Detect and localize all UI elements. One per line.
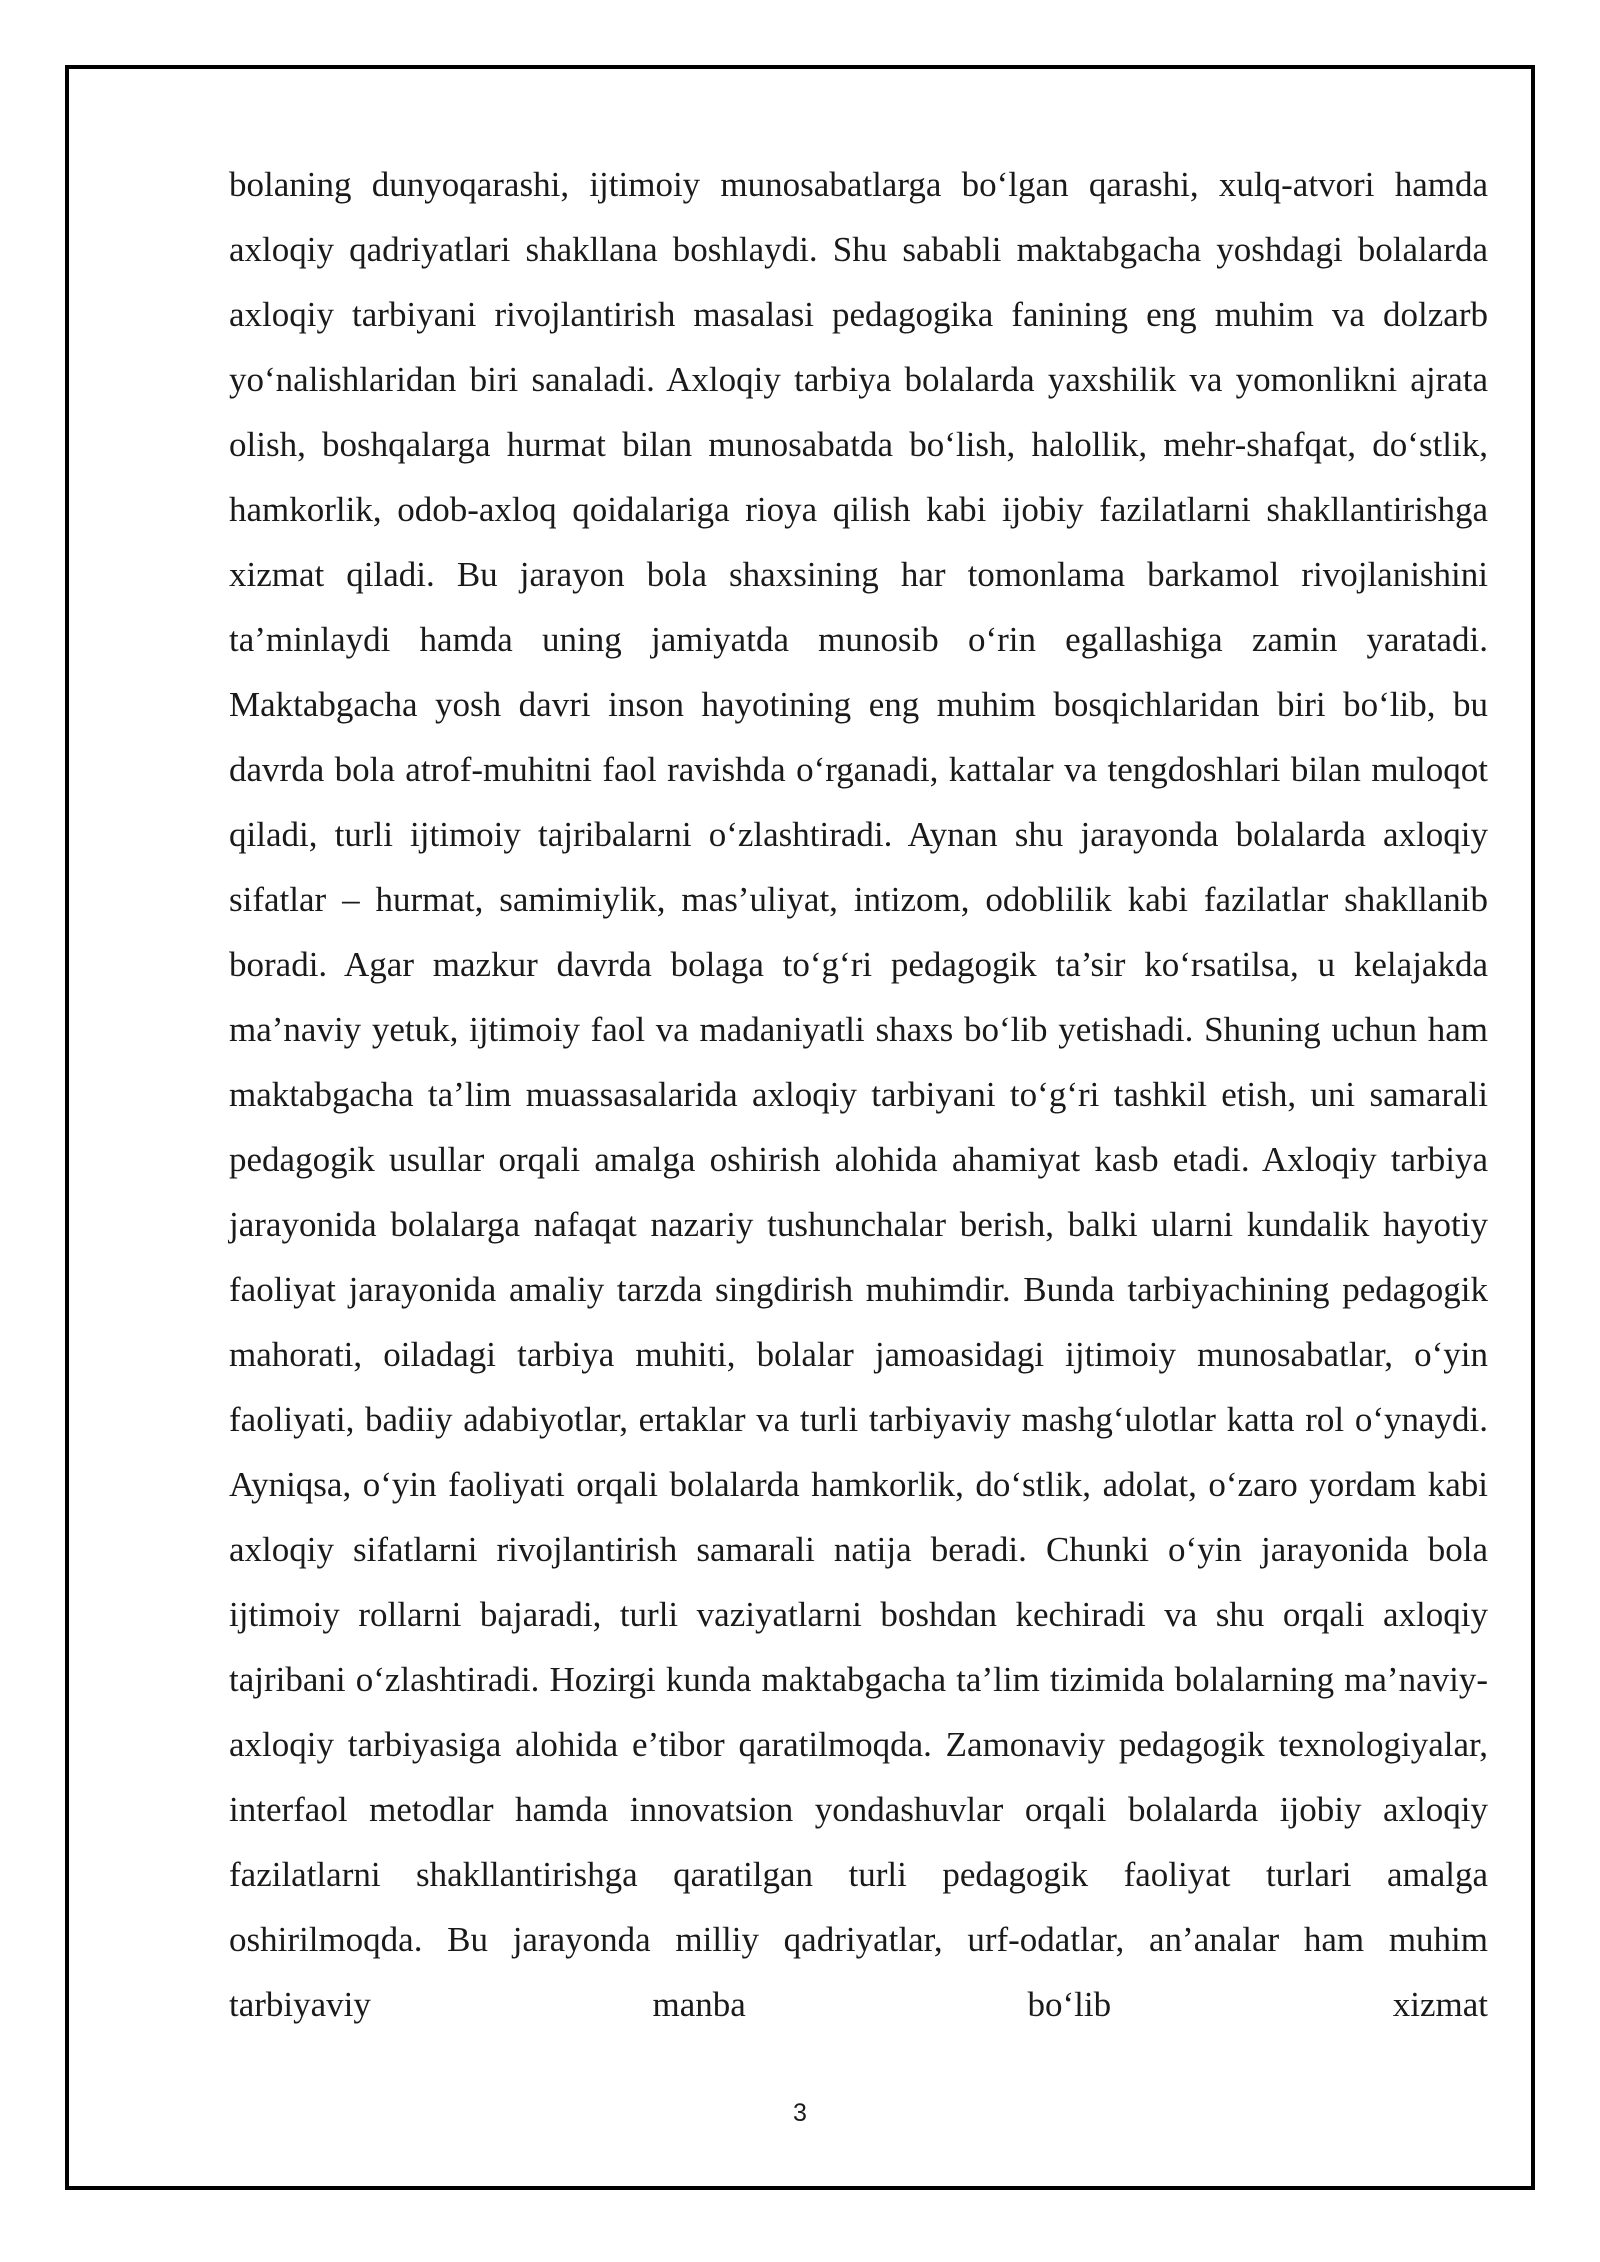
page-number: 3 [793,2099,807,2127]
body-paragraph: bolaning dunyoqarashi, ijtimoiy munosabatlarga bo‘lgan qarashi, xulq-atvori hamda axloqiy qadriyatlari shakllana boshlaydi. Shu sababli maktabgacha yoshdagi bolalarda axloqiy tarbiyani rivojlantirish masalasi pedagogika fanining eng muhim va dolzarb yo‘nalishlaridan biri sanaladi. Axloqiy tarbiya bolalarda yaxshilik va yomonlikni ajrata olish, boshqalarga hurmat bilan munosabatda bo‘lish, halollik, mehr-shafqat, do‘stlik, hamkorlik, odob-axloq qoidalariga rioya qilish kabi ijobiy fazilatlarni shakllantirishga xizmat qiladi. Bu jarayon bola shaxsining har tomonlama barkamol rivojlanishini ta’minlaydi hamda uning jamiyatda munosib o‘rin egallashiga zamin yaratadi. Maktabgacha yosh davri inson hayotining eng muhim bosqichlaridan biri bo‘lib, bu davrda bola atrof-muhitni faol ravishda o‘rganadi, kattalar va tengdoshlari bilan muloqot qiladi, turli ijtimoiy tajribalarni o‘zlashtiradi. Aynan shu jarayonda bolalarda axloqiy sifatlar – hurmat, samimiylik, mas’uliyat, intizom, odoblilik kabi fazilatlar shakllanib boradi. Agar mazkur davrda bolaga to‘g‘ri pedagogik ta’sir ko‘rsatilsa, u kelajakda ma’naviy yetuk, ijtimoiy faol va madaniyatli shaxs bo‘lib yetishadi. Shuning uchun ham maktabgacha ta’lim muassasalarida axloqiy tarbiyani to‘g‘ri tashkil etish, uni samarali pedagogik usullar orqali amalga oshirish alohida ahamiyat kasb etadi. Axloqiy tarbiya jarayonida bolalarga nafaqat nazariy tushunchalar berish, balki ularni kundalik hayotiy faoliyat jarayonida amaliy tarzda singdirish muhimdir. Bunda tarbiyachining pedagogik mahorati, oiladagi tarbiya muhiti, bolalar jamoasidagi ijtimoiy munosabatlar, o‘yin faoliyati, badiiy adabiyotlar, ertaklar va turli tarbiyaviy mashg‘ulotlar katta rol o‘ynaydi. Ayniqsa, o‘yin faoliyati orqali bolalarda hamkorlik, do‘stlik, adolat, o‘zaro yordam kabi axloqiy sifatlarni rivojlantirish samarali natija beradi. Chunki o‘yin jarayonida bola ijtimoiy rollarni bajaradi, turli vaziyatlarni boshdan kechiradi va shu orqali axloqiy tajribani o‘zlashtiradi. Hozirgi kunda maktabgacha ta’lim tizimida bolalarning ma’naviy-axloqiy tarbiyasiga alohida e’tibor qaratilmoqda. Zamonaviy pedagogik texnologiyalar, interfaol metodlar hamda innovatsion yondashuvlar orqali bolalarda ijobiy axloqiy fazilatlarni shakllantirishga qaratilgan turli pedagogik faoliyat turlari amalga oshirilmoqda. Bu jarayonda milliy qadriyatlar, urf-odatlar, an’analar ham muhim tarbiyaviy manba bo‘lib xizmat [229,165,1488,2024]
